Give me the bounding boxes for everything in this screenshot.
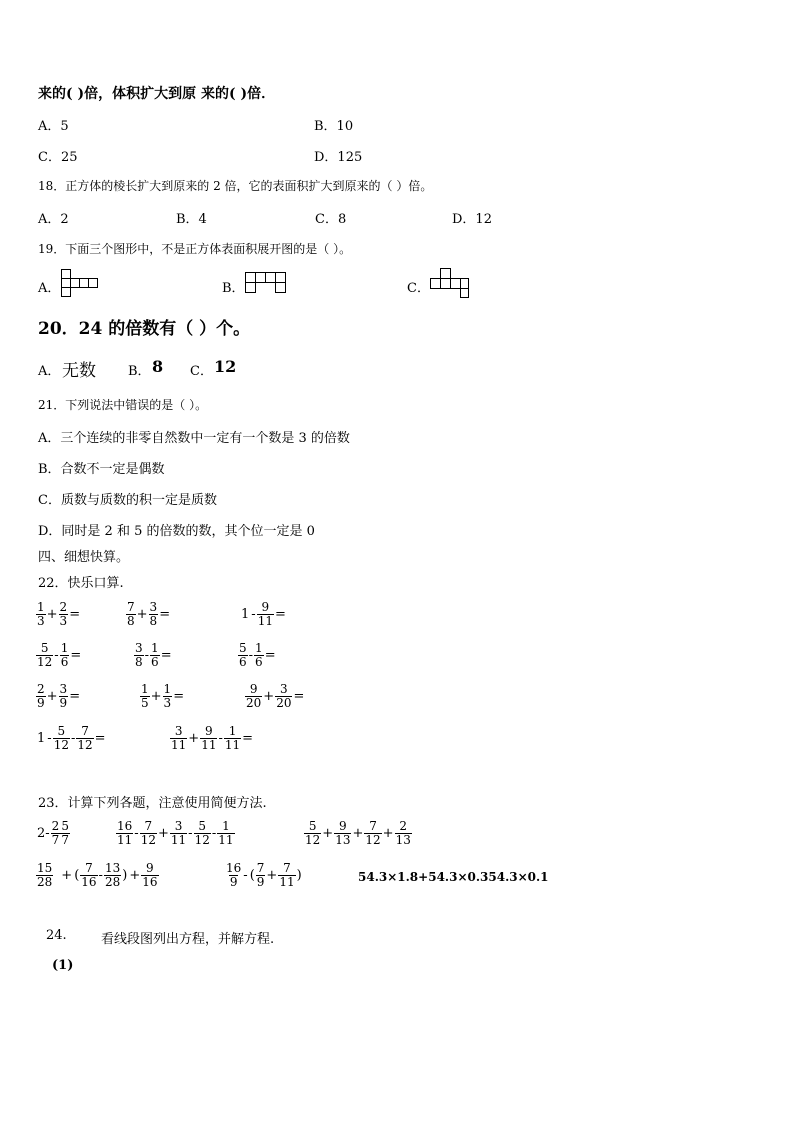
- section-heading: 四、细想快算。: [38, 550, 130, 565]
- q24-stem: 看线段图列出方程，并解方程.: [101, 932, 275, 947]
- cube-net-b-figure: [245, 272, 287, 296]
- q23-expr-4: $\frac{15}{28}$ + ( $\frac{7}{16}$ - $\frac{13}{28}$ ) + $\frac{9}{16}$: [37, 861, 158, 889]
- q22-expr-5: $\frac{3}{8}$ - $\frac{1}{6}$ =: [135, 641, 172, 669]
- q17-option-a: A．5: [38, 119, 69, 134]
- q18-option-d: D．12: [452, 212, 492, 227]
- q22-expr-7: $\frac{2}{9}$ + $\frac{3}{9}$ =: [37, 682, 81, 710]
- q23-stem: 23．计算下列各题，注意使用简便方法.: [38, 796, 267, 811]
- q23-expr-3: $\frac{5}{12}$ + $\frac{9}{13}$ + $\frac{7}{12}$ + $\frac{2}{13}$: [305, 819, 411, 847]
- q17-stem: 来的( )倍，体积扩大到原 来的( )倍．: [38, 86, 276, 102]
- q22-expr-4: $\frac{5}{12}$ - $\frac{1}{6}$ =: [37, 641, 82, 669]
- q21-stem: 21．下列说法中错误的是（ ）。: [38, 398, 208, 412]
- q20-option-c-value: 12: [214, 357, 237, 376]
- q23-expr-6: 54.3×1.8+54.3×0.354.3×0.1: [358, 870, 549, 884]
- q23-expr-2: $\frac{16}{11}$ - $\frac{7}{12}$ + $\frac{3}{11}$ - $\frac{5}{12}$ - $\frac{1}{11}$: [117, 819, 234, 847]
- q23-expr-5: $\frac{16}{9}$ - ( $\frac{7}{9}$ + $\frac{7}{11}$ ): [226, 861, 302, 889]
- q22-expr-8: $\frac{1}{5}$ + $\frac{1}{3}$ =: [141, 682, 185, 710]
- q18-option-a: A．2: [38, 212, 69, 227]
- q22-expr-9: $\frac{9}{20}$ + $\frac{3}{20}$ =: [246, 682, 305, 710]
- q20-option-b-label: B．: [128, 364, 151, 379]
- q20-option-c-label: C．: [190, 364, 213, 379]
- q21-option-a: A．三个连续的非零自然数中一定有一个数是 3 的倍数: [38, 431, 350, 446]
- cube-net-c-figure: [430, 268, 472, 300]
- q20-option-a-value: 无数: [62, 361, 96, 381]
- q22-expr-2: $\frac{7}{8}$ + $\frac{3}{8}$ =: [127, 600, 171, 628]
- q22-expr-1: $\frac{1}{3}$ + $\frac{2}{3}$ =: [37, 600, 81, 628]
- q19-stem: 19．下面三个图形中，不是正方体表面积展开图的是（ ）。: [38, 242, 352, 256]
- q22-stem: 22．快乐口算.: [38, 576, 124, 591]
- q18-option-b: B．4: [176, 212, 207, 227]
- q22-expr-11: $\frac{3}{11}$ + $\frac{9}{11}$ - $\frac{1}{11}$ =: [171, 724, 254, 752]
- q21-option-c: C．质数与质数的积一定是质数: [38, 493, 217, 508]
- q22-expr-3: 1 - $\frac{9}{11}$ =: [241, 600, 286, 628]
- q19-option-c: C．: [407, 281, 430, 296]
- q17-option-d: D．125: [314, 150, 363, 165]
- q19-option-a: A．: [38, 281, 61, 296]
- q20-stem: 20．24 的倍数有（ ）个。: [38, 319, 251, 339]
- q23-expr-1: 2- $\frac{2}{7}$ $\frac{5}{7}$: [37, 819, 69, 847]
- q21-option-b: B．合数不一定是偶数: [38, 462, 165, 477]
- q20-option-b-value: 8: [152, 357, 164, 376]
- q24-number: 24.: [46, 928, 67, 943]
- q18-option-c: C．8: [315, 212, 347, 227]
- q19-option-b: B．: [222, 281, 245, 296]
- cube-net-a-figure: [61, 269, 101, 299]
- q22-expr-6: $\frac{5}{6}$ - $\frac{1}{6}$ =: [239, 641, 276, 669]
- q24-sub-label: (1): [52, 958, 74, 973]
- q17-option-c: C．25: [38, 150, 78, 165]
- q18-stem: 18．正方体的棱长扩大到原来的 2 倍，它的表面积扩大到原来的（ ）倍。: [38, 179, 433, 193]
- q22-expr-10: 1 - $\frac{5}{12}$ - $\frac{7}{12}$ =: [37, 724, 106, 752]
- q20-option-a-label: A．: [38, 364, 61, 379]
- q21-option-d: D．同时是 2 和 5 的倍数的数，其个位一定是 0: [38, 524, 315, 539]
- q17-option-b: B．10: [314, 119, 354, 134]
